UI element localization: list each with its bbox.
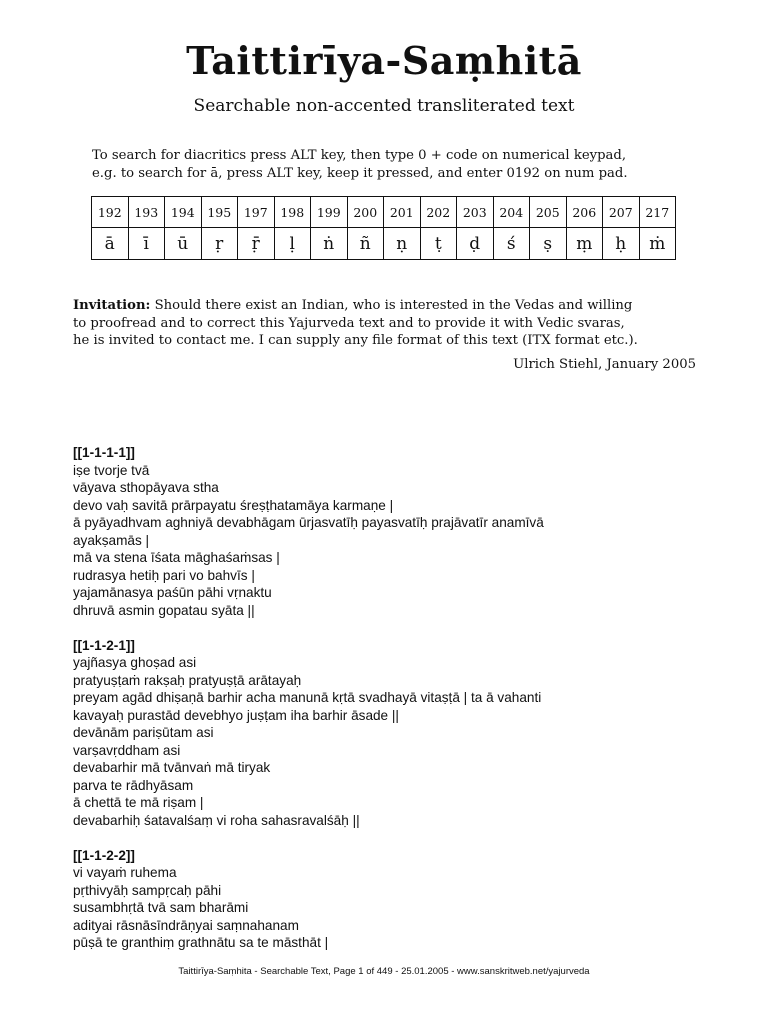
verse-line: varṣavṛddham asi (73, 742, 181, 758)
invitation-paragraph (73, 297, 698, 350)
character-cell: ṅ (311, 228, 348, 260)
invitation-label: Invitation: (73, 298, 151, 313)
invitation-line: to proofread and to correct this Yajurveda text and to provide it with Vedic svaras, (73, 315, 625, 331)
character-cell: ṝ (238, 228, 275, 260)
character-cell: ñ (347, 228, 384, 260)
verse-line: susambhṛtā tvā sam bharāmi (73, 900, 249, 915)
character-cell: ū (165, 228, 202, 260)
code-cell: 217 (639, 197, 676, 228)
page-footer: Taittirīya-Saṃhita - Searchable Text, Page 1 of 449 - 25.01.2005 - www.sanskritweb.net/yajurveda (178, 966, 590, 977)
section-heading: [[1-1-2-1]] (73, 637, 135, 653)
code-cell: 199 (311, 197, 348, 228)
character-cell: ḷ (274, 228, 311, 260)
verse-line: pūṣā te granthiṃ grathnātu sa te māsthāt | (73, 935, 329, 950)
signature: Ulrich Stiehl, January 2005 (513, 357, 696, 372)
verse-section (73, 444, 713, 619)
code-cell: 205 (530, 197, 567, 228)
character-cell: ḍ (457, 228, 494, 260)
verse-line: vi vayaṁ ruhema (73, 865, 177, 880)
verse-section (73, 847, 713, 952)
verse-line: dhruvā asmin gopatau syāta || (73, 602, 255, 618)
character-cell: ṛ (201, 228, 238, 260)
code-cell: 192 (92, 197, 129, 228)
character-cell: ā (92, 228, 129, 260)
diacritic-code-table (91, 196, 676, 260)
verse-line: devabarhir mā tvānvaṅ mā tiryak (73, 760, 271, 775)
verse-line: yajamānasya paśūn pāhi vṛnaktu (73, 585, 272, 600)
invitation-text: Should there exist an Indian, who is interested in the Vedas and willing (150, 298, 633, 313)
verse-line: devānām pariṣūtam asi (73, 725, 214, 740)
code-cell: 194 (165, 197, 202, 228)
code-row (92, 197, 676, 228)
verse-line: ā chettā te mā riṣam | (73, 795, 204, 810)
search-instructions (92, 147, 692, 183)
code-cell: 204 (493, 197, 530, 228)
verse-line: parva te rādhyāsam (73, 777, 194, 793)
character-cell: ṁ (639, 228, 676, 260)
character-cell: ṭ (420, 228, 457, 260)
verse-line: ā pyāyadhvam aghniyā devabhāgam ūrjasvatīḥ payasvatīḥ prajāvatīr anamīvā (73, 515, 544, 530)
code-cell: 195 (201, 197, 238, 228)
verse-line: adityai rāsnāsīndrāṇyai saṃnahanam (73, 917, 299, 933)
character-cell: ī (128, 228, 165, 260)
code-cell: 200 (347, 197, 384, 228)
verse-line: preyam agād dhiṣaṇā barhir acha manunā kṛtā svadhayā vitaṣṭā | ta ā vahanti (73, 690, 542, 705)
invitation-line (73, 297, 698, 315)
verse-line: devabarhiḥ śatavalśaṃ vi roha sahasravalśāḥ || (73, 812, 360, 828)
document-title: Taittirīya-Saṃhitā (186, 38, 582, 83)
character-cell: ś (493, 228, 530, 260)
code-cell: 207 (603, 197, 640, 228)
verse-line: pṛthivyāḥ sampṛcaḥ pāhi (73, 882, 222, 898)
code-cell: 203 (457, 197, 494, 228)
instruction-line: e.g. to search for ā, press ALT key, keep it pressed, and enter 0192 on num pad. (92, 166, 628, 181)
character-row (92, 228, 676, 260)
character-cell: ṇ (384, 228, 421, 260)
verse-line: yajñasya ghoṣad asi (73, 655, 197, 670)
verse-line: mā va stena īśata māghaśaṁsas | (73, 550, 280, 565)
section-heading: [[1-1-1-1]] (73, 445, 135, 460)
verse-line: iṣe tvorje tvā (73, 462, 150, 478)
code-cell: 198 (274, 197, 311, 228)
verse-section (73, 637, 713, 830)
invitation-line: he is invited to contact me. I can supply any file format of this text (ITX format etc.). (73, 333, 638, 348)
verse-line: kavayaḥ purastād devebhyo juṣṭam iha barhir āsade || (73, 707, 399, 723)
character-cell: ḥ (603, 228, 640, 260)
verse-line: rudrasya hetiḥ pari vo bahvīs | (73, 567, 255, 583)
code-cell: 202 (420, 197, 457, 228)
verse-line: devo vaḥ savitā prārpayatu śreṣṭhatamāya karmaṇe | (73, 497, 394, 513)
section-heading: [[1-1-2-2]] (73, 847, 135, 863)
document-subtitle: Searchable non-accented transliterated text (193, 96, 575, 116)
code-cell: 193 (128, 197, 165, 228)
verse-line: ayakṣamās | (73, 532, 150, 548)
samhita-text (73, 444, 713, 969)
character-cell: ṣ (530, 228, 567, 260)
verse-line: pratyuṣṭaṁ rakṣaḥ pratyuṣṭā arātayaḥ (73, 672, 302, 688)
code-cell: 201 (384, 197, 421, 228)
instruction-line: To search for diacritics press ALT key, then type 0 + code on numerical keypad, (92, 148, 627, 163)
verse-line: vāyava sthopāyava stha (73, 480, 219, 495)
code-cell: 197 (238, 197, 275, 228)
character-cell: ṃ (566, 228, 603, 260)
code-cell: 206 (566, 197, 603, 228)
